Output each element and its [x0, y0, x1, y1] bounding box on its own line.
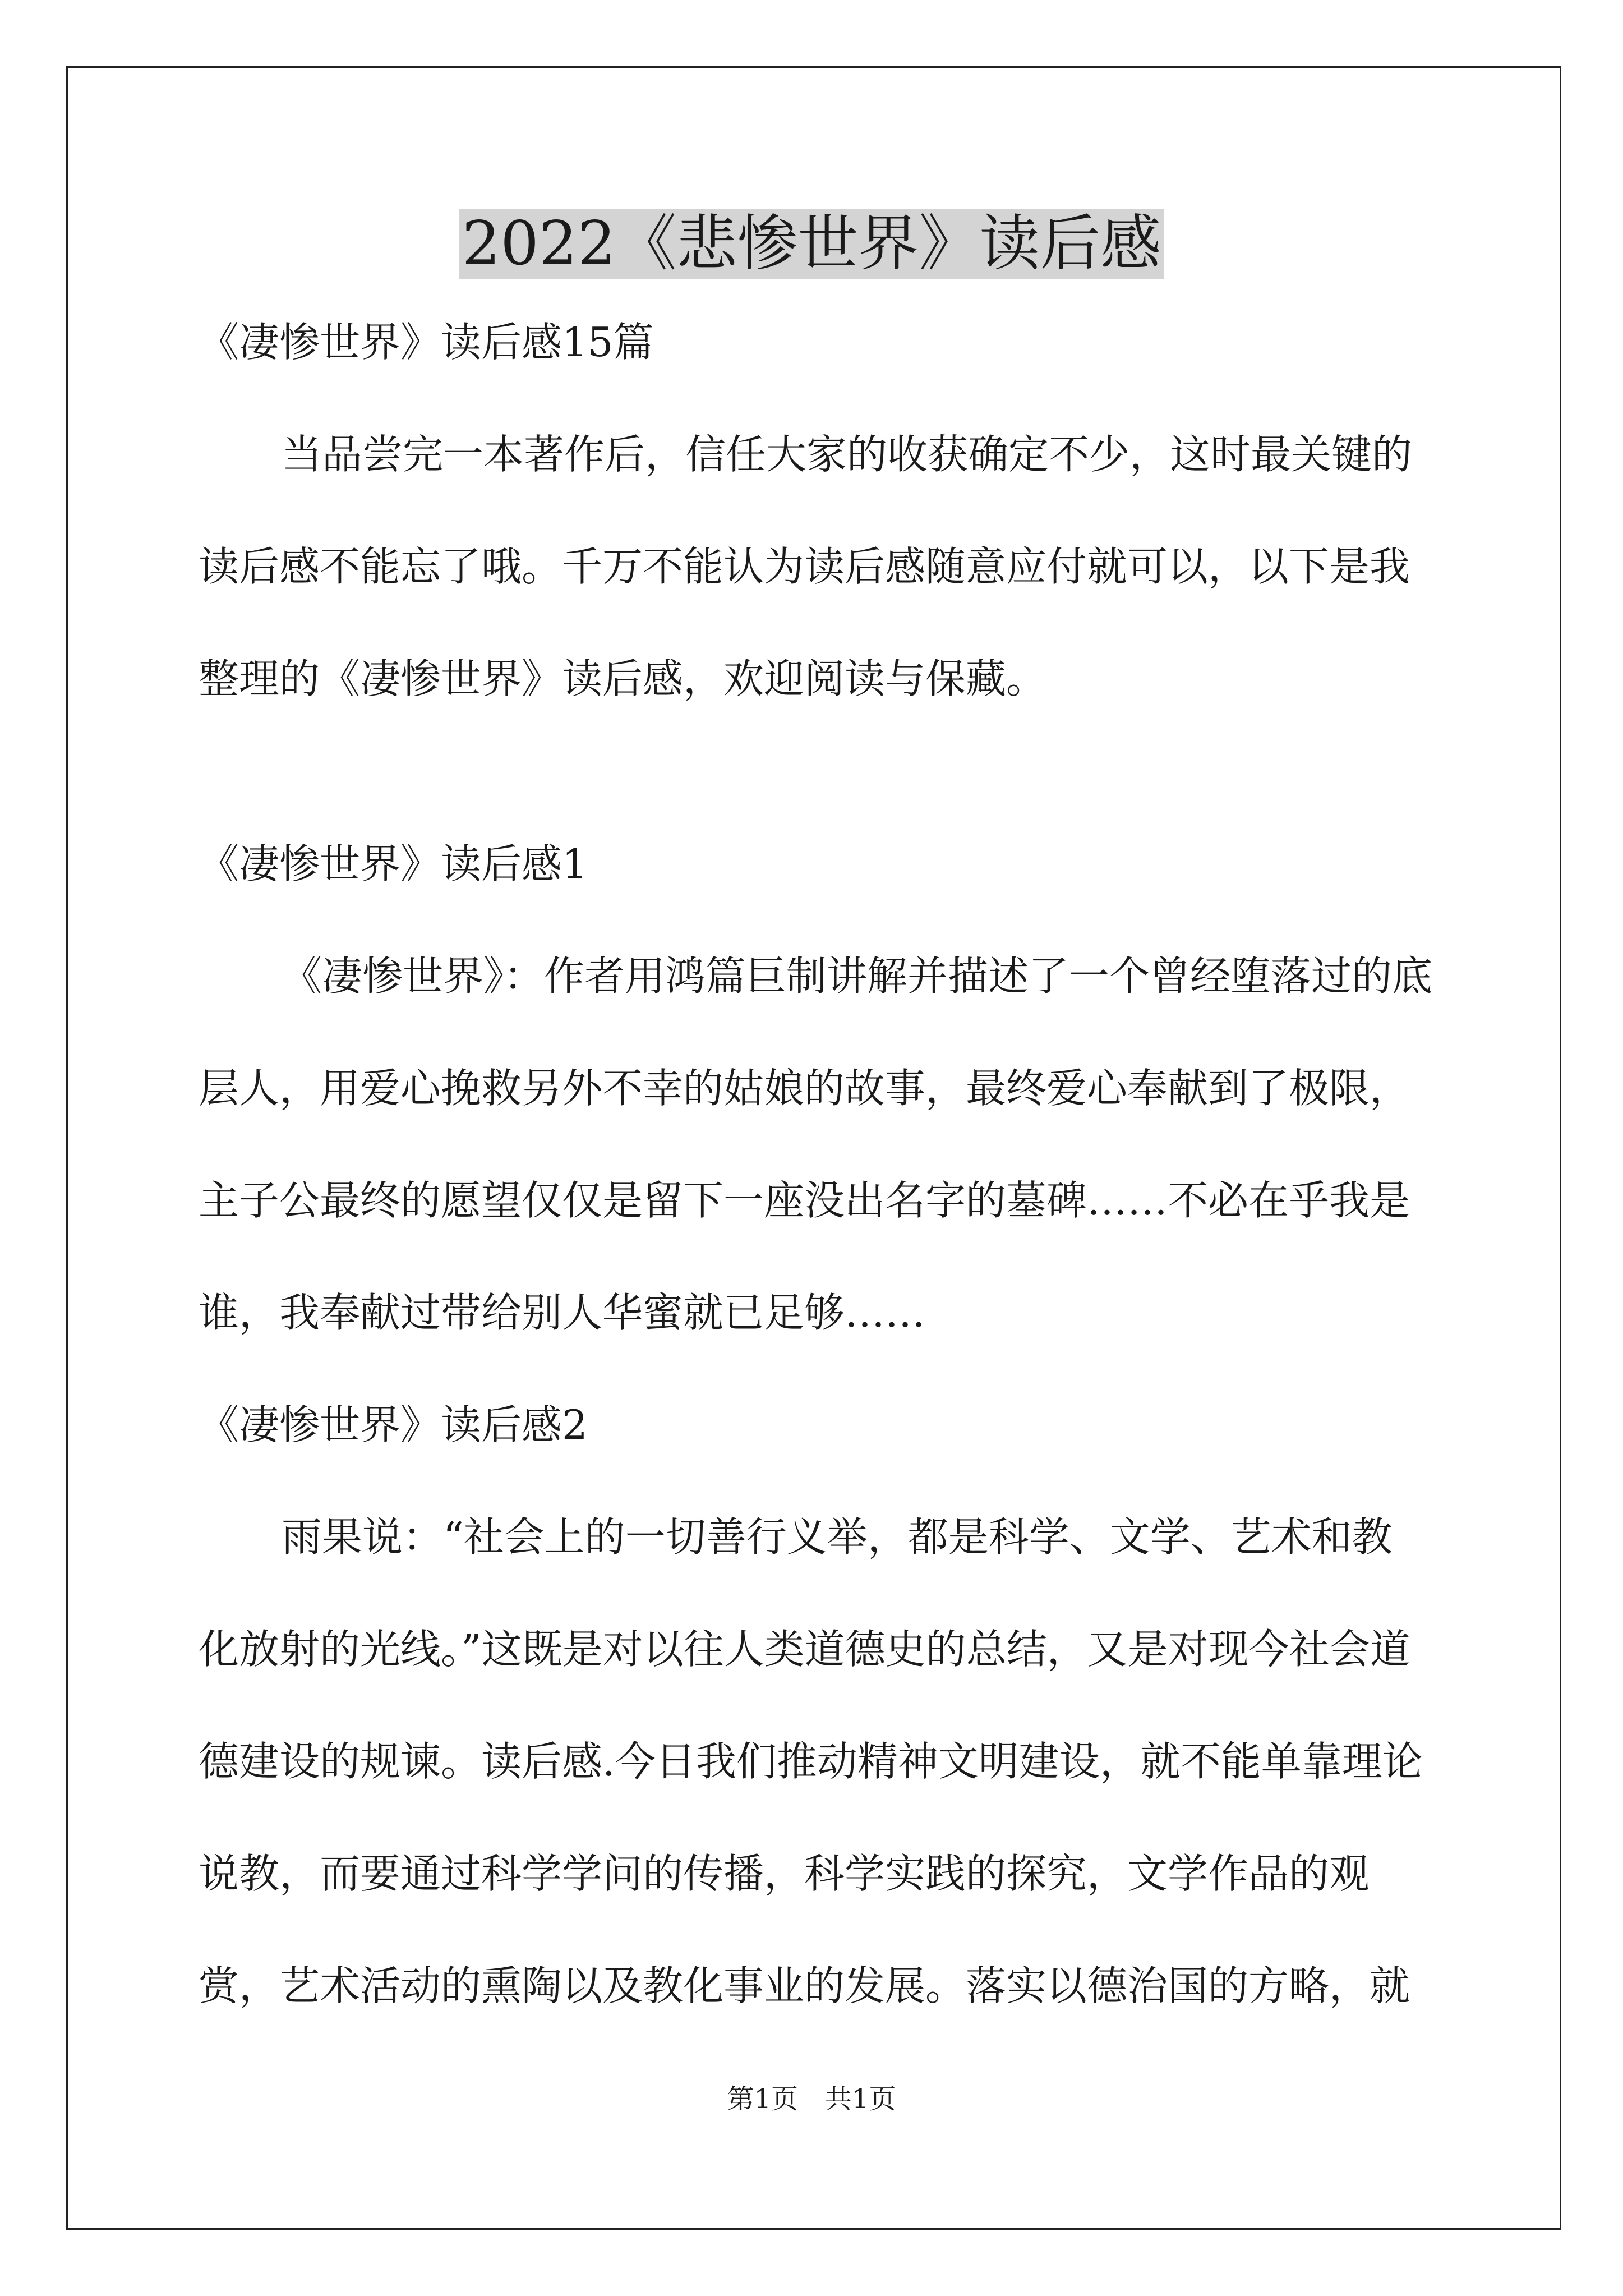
section-1-heading: 《凄惨世界》读后感1	[199, 840, 588, 887]
document-title-text: 2022《悲惨世界》读后感	[459, 209, 1165, 279]
section-1-paragraph: 《凄惨世界》：作者用鸿篇巨制讲解并描述了一个曾经堕落过的底层人，用爱心挽救另外不幸的姑娘的故事，最终爱心奉献到了极限，主子公最终的愿望仅仅是留下一座没出名字的墓碑……不必在乎我是谁，我奉献过带给别人华蜜就已足够……	[199, 953, 1433, 1336]
section-2-heading: 《凄惨世界》读后感2	[199, 1401, 588, 1448]
document-subtitle: 《凄惨世界》读后感15篇	[199, 319, 654, 366]
intro-paragraph: 当品尝完一本著作后，信任大家的收获确定不少，这时最关键的读后感不能忘了哦。千万不能认为读后感随意应付就可以，以下是我整理的《凄惨世界》读后感，欢迎阅读与保藏。	[199, 431, 1413, 702]
section-2-paragraph: 雨果说：“社会上的一切善行义举，都是科学、文学、艺术和教化放射的光线。”这既是对以往人类道德史的总结，又是对现今社会道德建设的规谏。读后感.今日我们推动精神文明建设，就不能单靠理论说教，而要通过科学学问的传播，科学实践的探究，文学作品的观赏，艺术活动的熏陶以及教化事业的发展。落实以德治国的方略，就	[199, 1513, 1423, 2009]
document-title	[0, 208, 1623, 280]
page-number: 第1页 共1页	[727, 2083, 896, 2115]
document-body	[199, 314, 1432, 2042]
